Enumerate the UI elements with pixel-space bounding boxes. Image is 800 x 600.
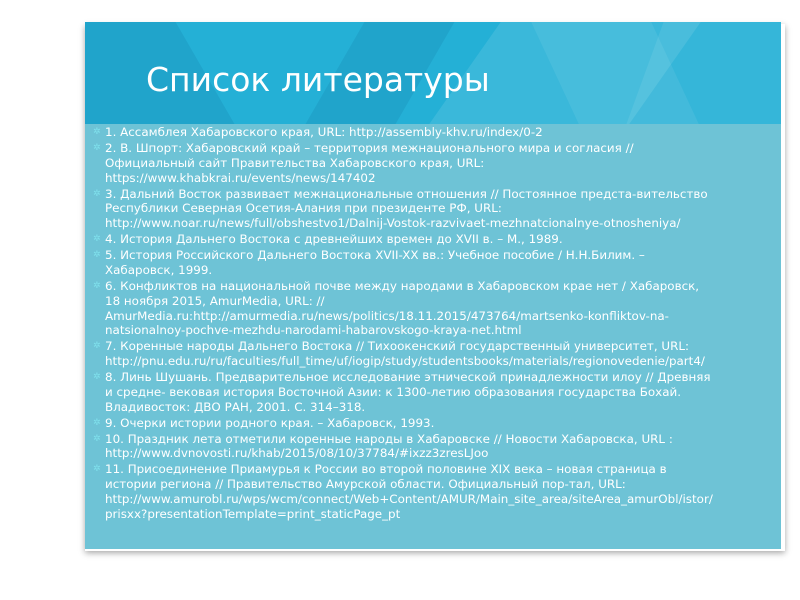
bullet-icon: ✲	[93, 464, 101, 475]
reference-item	[93, 339, 717, 369]
bullet-icon: ✲	[93, 341, 101, 352]
bullet-icon: ✲	[93, 433, 101, 444]
slide	[85, 22, 781, 549]
reference-item	[93, 462, 717, 521]
reference-item	[93, 186, 717, 231]
reference-text: 5. История Российского Дальнего Востока XVII-XX вв.: Учебное пособие / Н.Н.Билим. – Хабаровск, 1999.	[105, 248, 645, 277]
reference-item	[93, 431, 717, 462]
reference-text: 6. Конфликтов на национальной почве между народами в Хабаровском крае нет / Хабаровск, 18 ноября 2015, AmurMedia, URL: // AmurMedia.ru:http://amurmedia.ru/news/politics/18.11.2015/473764/martsenko-konfliktov-na-natsionalnoy-pochve-mezhdu-narodami-habarovskogo-kraya-net.html	[105, 278, 700, 338]
bullet-icon: ✲	[93, 372, 101, 383]
reference-item	[93, 140, 717, 185]
reference-text: 4. История Дальнего Востока с древнейших времен до XVII в. – М., 1989.	[105, 232, 563, 247]
reference-item	[93, 415, 717, 431]
reference-text: 2. В. Шпорт: Хабаровский край – территория межнационального мира и согласия // Официальный сайт Правительства Хабаровского края, URL: https://www.khabkrai.ru/events/news/147402	[105, 140, 634, 185]
bullet-icon: ✲	[93, 142, 101, 153]
bullet-icon: ✲	[93, 280, 101, 291]
reference-text: 3. Дальний Восток развивает межнациональные отношения // Постоянное предста-вительство Республики Северная Осетия-Алания при президенте РФ, URL: http://www.noar.ru/news/full/obshestvo1/Dalnij-Vostok-razvivaet-mezhnatcionalnye-otnosheniya/	[105, 186, 708, 231]
reference-text: 11. Присоединение Приамурья к России во второй половине XIX века – новая страница в истории региона // Правительство Амурской области. Официальный пор-тал, URL: http://www.amurobl.ru/wps/wcm/connect/Web+Content/AMUR/Main_site_area/siteArea_amurObl/istor/prisxx?presentationTemplate=print_staticPage_pt	[105, 462, 713, 521]
reference-item	[93, 125, 717, 140]
reference-item	[93, 370, 717, 414]
reference-text: 7. Коренные народы Дальнего Востока // Тихоокенский государственный университет, URL: http://pnu.edu.ru/ru/faculties/full_time/uf/iogip/study/studentsbooks/materials/regionovedenie/part4/	[105, 339, 705, 369]
reference-text: 9. Очерки истории родного края. – Хабаровск, 1993.	[105, 415, 435, 430]
bullet-icon: ✲	[93, 417, 101, 428]
reference-item	[93, 278, 717, 338]
reference-text: 8. Линь Шушань. Предварительное исследование этнической принадлежности илоу // Древняя и средне- вековая история Восточной Азии: к 1300-летию образования государства Бохай. Владивосток: ДВО РАН, 2001. С. 314–318.	[105, 370, 711, 414]
reference-text: 1. Ассамблея Хабаровского края, URL: http://assembly-khv.ru/index/0-2	[105, 125, 543, 139]
reference-item	[93, 232, 717, 247]
bullet-icon: ✲	[93, 250, 101, 261]
reference-text: 10. Праздник лета отметили коренные народы в Хабаровске // Новости Хабаровска, URL : http://www.dvnovosti.ru/khab/2015/08/10/37784/#ixzz3zresLJoo	[105, 431, 673, 461]
bullet-icon: ✲	[93, 188, 101, 199]
reference-item	[93, 248, 717, 278]
bullet-icon: ✲	[93, 234, 101, 245]
slide-title: Список литературы	[146, 60, 490, 99]
reference-list	[93, 125, 717, 523]
bullet-icon: ✲	[93, 127, 101, 137]
